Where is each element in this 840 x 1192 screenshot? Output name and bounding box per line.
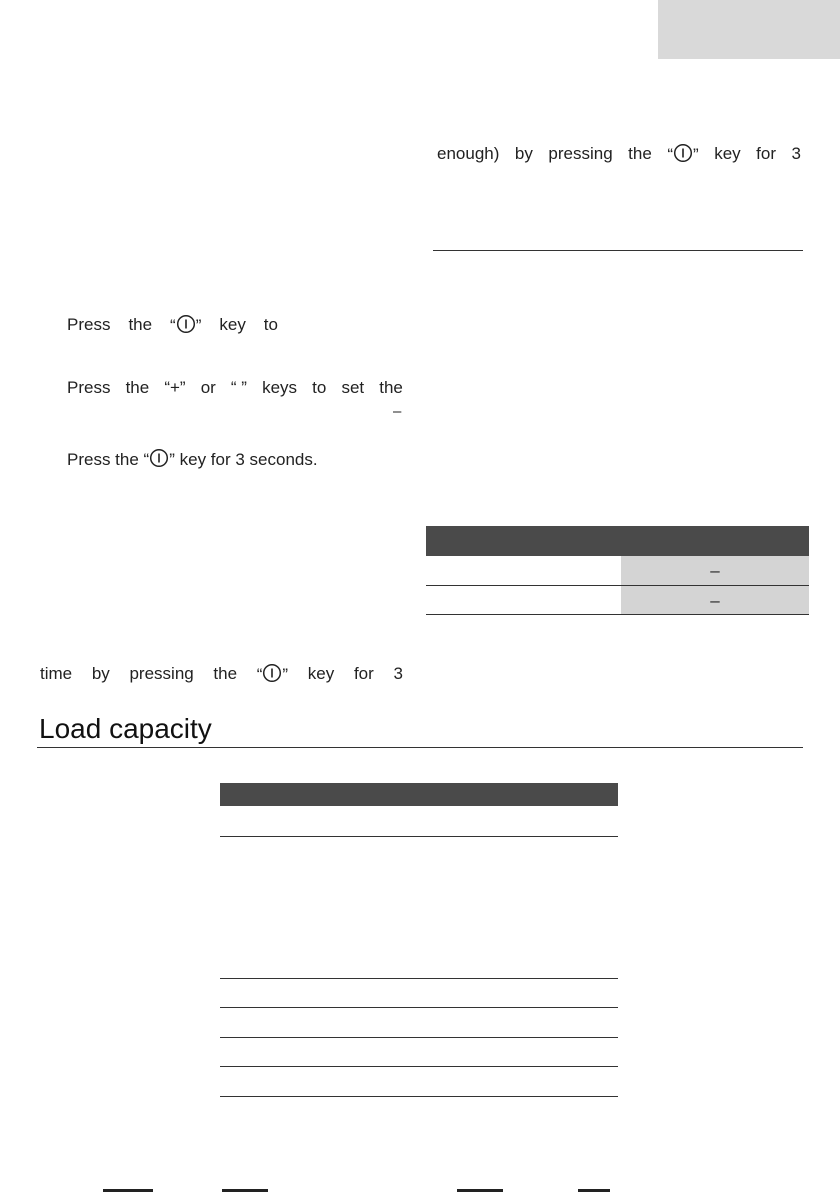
table-row-divider [220,836,618,837]
word: or [200,378,216,397]
word: set [341,378,365,397]
step-2 [67,378,403,398]
word: to [263,315,278,334]
word: Press [67,315,111,334]
section-title-underline [37,747,803,748]
table-row [426,586,809,615]
section-title: Load capacity [39,713,212,744]
word: the [125,378,150,397]
table-cell: – [621,586,809,614]
word: keys [262,378,298,397]
table-row-divider [220,1037,618,1038]
minus-symbol: – [393,403,402,420]
word: key [219,315,246,334]
power-icon [176,314,196,334]
table-row-divider [220,978,618,979]
word: 3 [393,664,403,683]
table-row [426,556,809,586]
plus-key-reference: “+” [164,378,186,397]
left-text-line [40,663,403,685]
load-table-header [220,783,618,806]
word: pressing [548,144,613,163]
word: the [379,378,403,397]
power-icon [673,143,693,163]
word: 3 [791,144,801,163]
table-row-divider [220,1096,618,1097]
minus-key-reference: “ ” [230,378,247,397]
page-corner-tab [658,0,840,59]
word: the [128,315,153,334]
word: the [628,144,652,163]
word: key [307,664,335,683]
word: key [714,144,741,163]
word: by [514,144,533,163]
word: the [213,664,238,683]
table-row-divider [220,1007,618,1008]
power-key-reference: “ ” [256,665,289,684]
word: for [353,664,374,683]
power-icon [149,448,169,468]
right-text-line [437,143,801,165]
word: by [91,664,110,683]
table-cell: – [621,556,809,585]
word: Press [67,378,111,397]
word: for [756,144,777,163]
step-3: Press the “ ” key for 3 seconds. [67,450,318,469]
word: enough) [437,144,500,163]
table-row-divider [220,1066,618,1067]
power-key-reference: “ ” [170,316,202,335]
word: time [40,664,73,683]
power-key-reference: “ ” [667,145,699,164]
power-icon [262,663,282,683]
word: pressing [129,664,194,683]
settings-table-header [426,526,809,556]
right-divider [433,250,803,251]
word: to [312,378,327,397]
step-1 [67,314,278,336]
